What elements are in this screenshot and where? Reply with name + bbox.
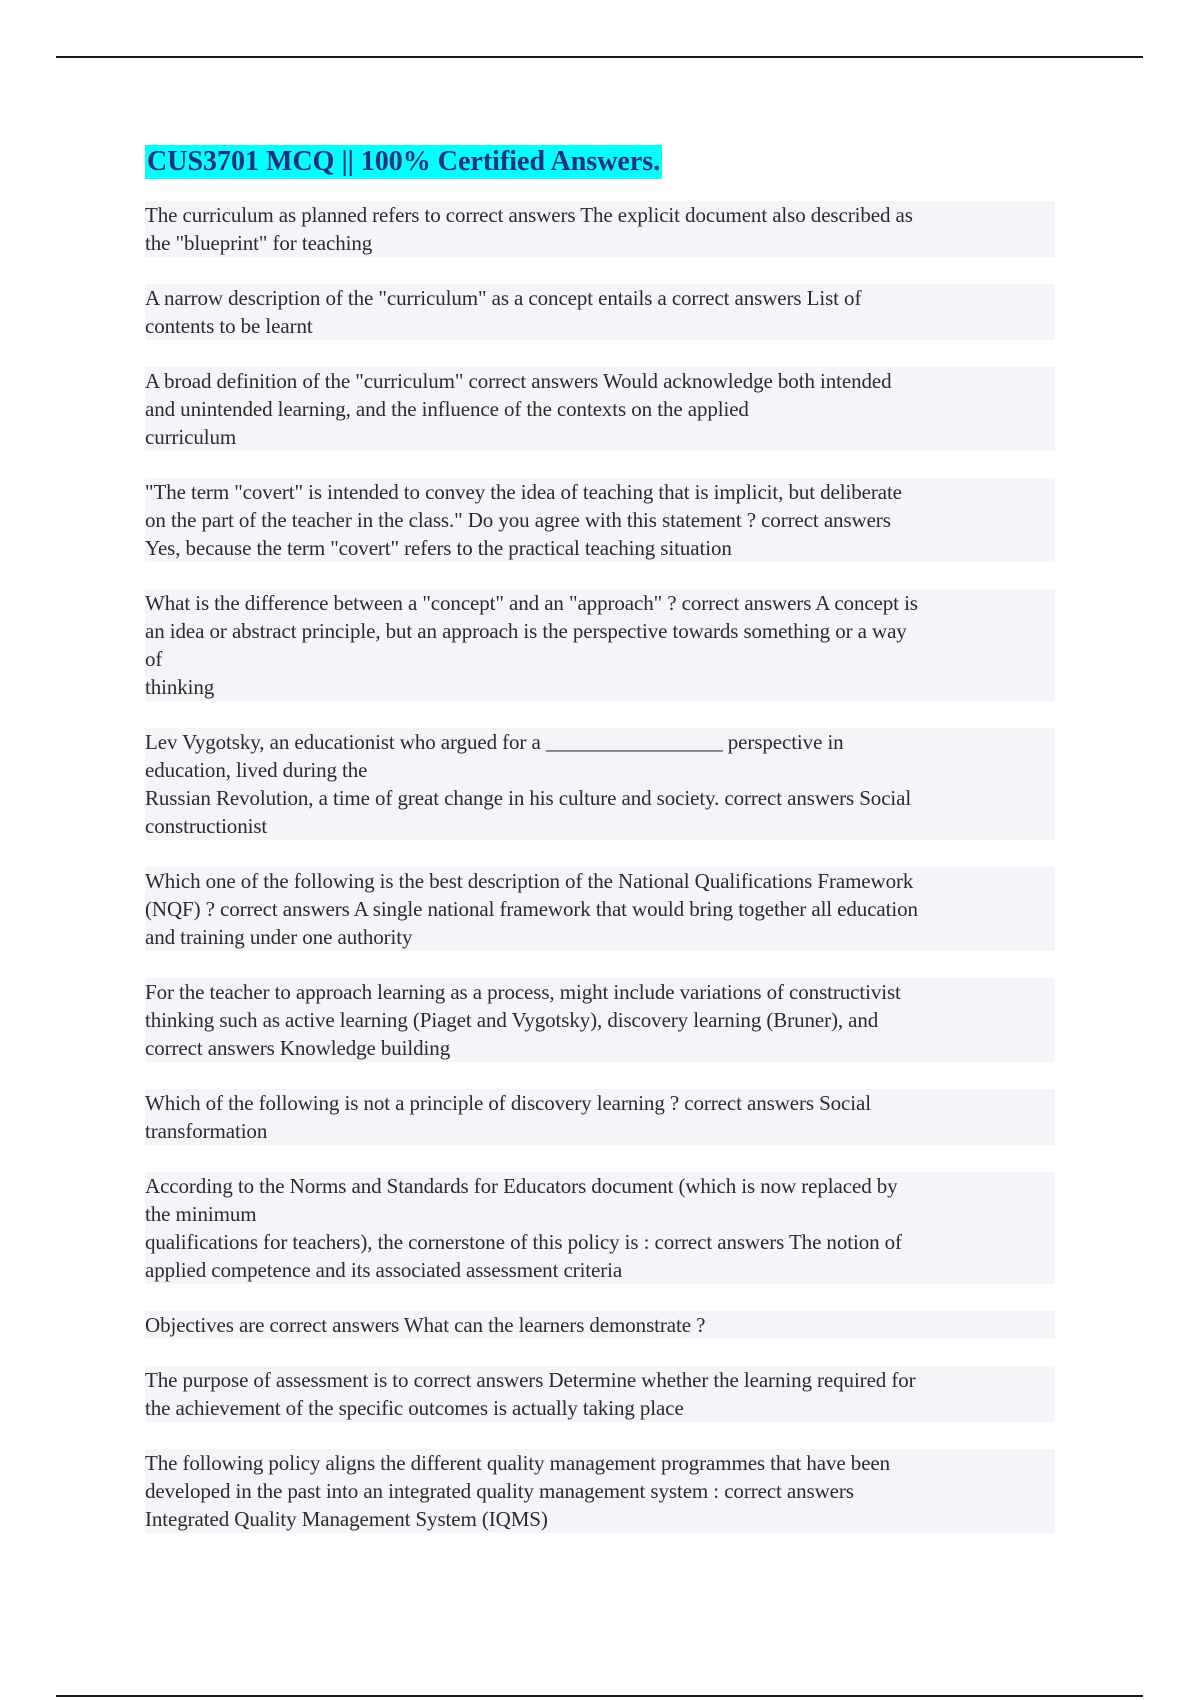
qa-item: A narrow description of the "curriculum" as a concept entails a correct answers List of contents to be learnt [145,284,1055,340]
qa-item: Which one of the following is the best description of the National Qualifications Framework (NQF) ? correct answers A single national framework that would bring together all education and training under one authority [145,867,1055,951]
qa-item: According to the Norms and Standards for Educators document (which is now replaced by the minimum qualifications for teachers), the cornerstone of this policy is : correct answers The notion of applied competence and its associated assessment criteria [145,1172,1055,1284]
qa-item: Which of the following is not a principle of discovery learning ? correct answers Social transformation [145,1089,1055,1145]
qa-item: The curriculum as planned refers to correct answers The explicit document also described as the "blueprint" for teaching [145,201,1055,257]
document-body [145,145,1055,1560]
qa-item: "The term "covert" is intended to convey the idea of teaching that is implicit, but deliberate on the part of the teacher in the class." Do you agree with this statement ? correct answers Yes, because the term "covert" refers to the practical teaching situation [145,478,1055,562]
footer-rule [56,1695,1143,1697]
header-rule [56,56,1143,58]
qa-item: For the teacher to approach learning as a process, might include variations of constructivist thinking such as active learning (Piaget and Vygotsky), discovery learning (Bruner), and correct answers Knowledge building [145,978,1055,1062]
qa-item: The purpose of assessment is to correct answers Determine whether the learning required for the achievement of the specific outcomes is actually taking place [145,1366,1055,1422]
qa-item: Lev Vygotsky, an educationist who argued for a _________________ perspective in education, lived during the Russian Revolution, a time of great change in his culture and society. correct answers Social constructionist [145,728,1055,840]
qa-item: Objectives are correct answers What can the learners demonstrate ? [145,1311,1055,1339]
qa-item: A broad definition of the "curriculum" correct answers Would acknowledge both intended and unintended learning, and the influence of the contexts on the applied curriculum [145,367,1055,451]
qa-item: The following policy aligns the different quality management programmes that have been developed in the past into an integrated quality management system : correct answers Integrated Quality Management System (IQMS) [145,1449,1055,1533]
document-title: CUS3701 MCQ || 100% Certified Answers. [147,146,661,177]
qa-item: What is the difference between a "concept" and an "approach" ? correct answers A concept is an idea or abstract principle, but an approach is the perspective towards something or a way of thinking [145,589,1055,701]
